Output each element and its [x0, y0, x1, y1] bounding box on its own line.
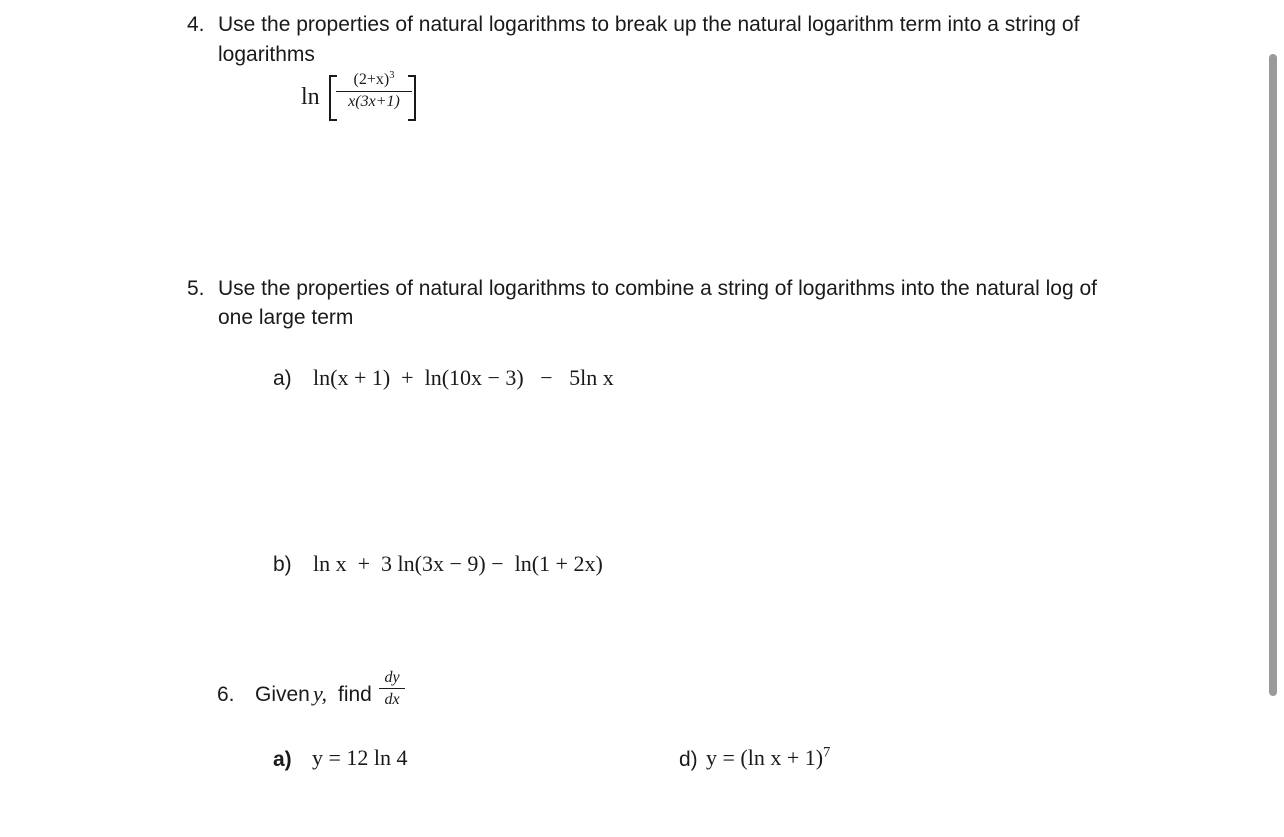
derivative-denominator: dx [384, 691, 400, 708]
q4-text-line2: logarithms [218, 43, 315, 66]
q4-ln: ln [301, 84, 320, 110]
q5b-label: b) [273, 553, 292, 576]
derivative-bar [379, 688, 405, 689]
q6-var-y: y, [313, 681, 328, 706]
derivative-numerator: dy [384, 669, 400, 686]
q5a-label: a) [273, 367, 292, 390]
q6d-label: d) [679, 748, 698, 771]
q6-derivative [379, 670, 405, 708]
q4-numerator: $(2+x)^3$ [353, 69, 395, 88]
q6-number: 6. [217, 683, 235, 706]
q4-text-line1: Use the properties of natural logarithms to break up the natural logarithm term into a string of [218, 13, 1080, 36]
q6a-label: a) [273, 748, 292, 771]
q5a-expression: ln(x + 1) + ln(10x − 3) − 5ln x [313, 365, 614, 390]
q4-denominator: x(3x+1) [348, 93, 400, 110]
q5-text-line2: one large term [218, 306, 354, 329]
right-bracket [408, 75, 416, 121]
fraction-bar [336, 91, 412, 92]
q4-number: 4. [187, 13, 205, 36]
scrollbar-thumb[interactable] [1269, 54, 1277, 696]
q6-text-given: Given [255, 683, 310, 706]
q4-fraction [336, 69, 412, 110]
q6a-expression: y = 12 ln 4 [312, 745, 408, 770]
q6d-expression: y = (ln x + 1)$^7$ [706, 744, 831, 770]
q5b-expression: ln x + 3 ln(3x − 9) − ln(1 + 2x) [313, 551, 603, 576]
q5-number: 5. [187, 277, 205, 300]
q6-text-find: find [338, 683, 372, 706]
q5-text-line1: Use the properties of natural logarithms to combine a string of logarithms into the natural log of [218, 277, 1097, 300]
